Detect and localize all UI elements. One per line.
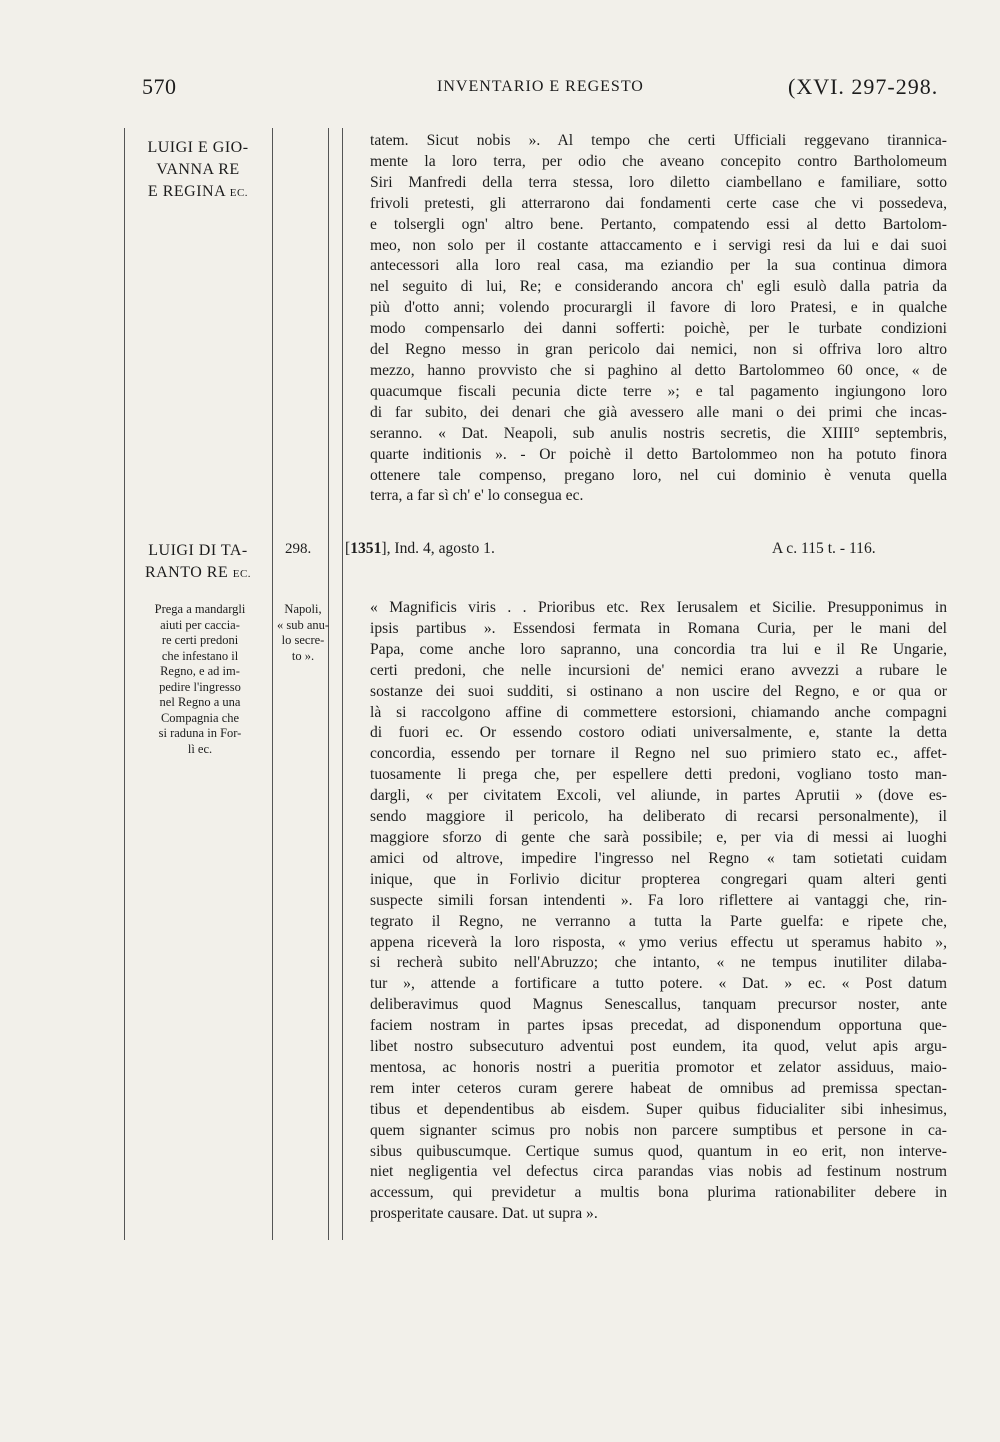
text-line: di fuori ec. Or essendo costoro odiati universalmente, e, stante la detta	[370, 724, 947, 742]
text-line: libet nostro subsecuturo adventui post eundem, ita quod, velut apis argu-	[370, 1038, 947, 1056]
year-bracket-open: [	[345, 540, 351, 557]
text-line: quacumque fiscali pecunia dicte terre »; e tal pagamento ingiungono loro	[370, 382, 947, 400]
text-line: quarte inditionis ». - Or poichè il detto Bartolommeo non ha potuto finora	[370, 445, 947, 463]
entry-date: , Ind. 4, agosto 1.	[386, 540, 495, 557]
text-line: terra, a far sì ch' e' lo consegua ec.	[370, 487, 584, 505]
summary-line: nel Regno a una	[159, 695, 241, 709]
page-number: 570	[142, 74, 177, 99]
text-line: e tolsergli ogn' altro bene. Pertanto, compatendo essi al detto Bartolom-	[370, 215, 947, 233]
page-reference: (XVI. 297-298.	[788, 74, 939, 99]
seal-line: to ».	[291, 648, 315, 663]
text-line: tatem. Sicut nobis ». Al tempo che certi Ufficiali reggevano tirannica-	[370, 132, 947, 149]
text-line: accessum, qui previdetur a multis bona plurima rationabiliter debere in	[370, 1184, 947, 1202]
text-line: amici od altrove, impedire l'ingresso nel Regno « tam sotietati cuidam	[370, 849, 947, 867]
text-line: mente la loro terra, per odio che aveano concepito contro Bartholomeum	[370, 152, 947, 170]
entry-seal-298	[275, 602, 331, 664]
text-line: più d'otto anni; volendo procurargli il favore di loro Pratesi, e in qualche	[370, 299, 947, 317]
text-line: nel seguito di lui, Re; e considerando ancora ch' egli esulò dalla patria da	[370, 278, 947, 296]
text-line: suspecte simili forsan intendenti ». Fa loro riflettere ai vantaggi che, rin-	[370, 891, 947, 909]
column-rule-text	[342, 128, 343, 1240]
text-line: Siri Manfredi della terra stessa, loro diletto ciambellano e familiare, sotto	[370, 173, 947, 191]
entry-year: 1351	[350, 540, 382, 557]
sender-heading-297	[128, 137, 268, 204]
sender-line	[128, 562, 268, 585]
text-line: di far subito, dei denari che già avessero alle mani o dei primi che incas-	[370, 403, 947, 421]
sender-heading-298	[128, 540, 268, 585]
text-line: là si raccolgono affine di commettere estorsioni, chiamando anche compagni	[370, 703, 947, 721]
text-line: meo, non solo per il costante attaccamento e i servigi resi da lui e dai suoi	[370, 236, 947, 254]
entry-text-298	[370, 598, 947, 1225]
text-line: tur », attende a fortificare a tutto potere. « Dat. » ec. « Post datum	[370, 975, 947, 993]
summary-line: aiuti per caccia-	[160, 617, 240, 632]
sender-line-small: EC.	[232, 568, 252, 580]
text-line: ipsis partibus ». Essendosi fermata in Romana Curia, per le mani del	[370, 619, 947, 637]
summary-line: Prega a mandargli	[154, 602, 246, 616]
text-line: inique, que in Forlivio dicitur propterea congregari quam alteri genti	[370, 870, 947, 888]
sender-line: VANNA RE	[156, 161, 240, 178]
text-line: rem inter ceteros curam gerere habeat de omnibus ad premissa spectan-	[370, 1079, 947, 1097]
text-line: mezzo, hanno provvisto che si paghino al detto Bartolommeo 60 once, « de	[370, 361, 947, 379]
sender-line: LUIGI E GIO-	[147, 139, 249, 156]
text-line: ottenere tale compenso, pregano loro, nel cui dominio è venuta quella	[370, 466, 947, 484]
text-line: Papa, come anche loro sapranno, una concordia tra lui e il Re Ungarie,	[370, 640, 947, 658]
summary-line: che infestano il	[161, 648, 239, 663]
sender-line-small: EC.	[229, 187, 249, 199]
text-line: frivoli pretesti, gli atterrarono dai fondamenti certe case che vi possedeva,	[370, 194, 947, 212]
text-line: sibus quibuscumque. Certique sumus quod, quantum in eo erit, non interve-	[370, 1142, 947, 1160]
column-rule-sender	[272, 128, 273, 1240]
seal-line: « sub anu-	[276, 617, 330, 632]
summary-line: lì ec.	[187, 741, 213, 756]
sender-line-main: RANTO RE	[144, 564, 233, 581]
entry-folio: A c. 115 t. - 116.	[772, 540, 876, 557]
page-title: INVENTARIO E REGESTO	[437, 78, 644, 95]
text-line: tegrato il Regno, ne verranno a tutta la Parte guelfa: e ripete che,	[370, 912, 947, 930]
text-line: deliberavimus quod Magnus Senescallus, tanquam precursor noster, ante	[370, 996, 947, 1014]
text-line: mentosa, ac honoris nostri a pueritia promotor et zelator assiduus, maio-	[370, 1058, 947, 1076]
sender-line	[128, 181, 268, 204]
text-line: faciem nostram in partes ipsas precedat, ad disponendum opportuna que-	[370, 1017, 947, 1035]
sender-line-main: E REGINA	[147, 183, 230, 200]
text-line: tuosamente li prega che, per espellere detti predoni, vogliano tosto man-	[370, 766, 947, 784]
text-line: antecessori alla loro real casa, ma eziandio per la sua continua dimora	[370, 257, 947, 275]
text-line: sostanze dei suoi sudditi, si ostinano a non uscire del Regno, e or qua or	[370, 682, 947, 700]
text-line: certi predoni, che nelle incursioni de' nemici erano avvezzi a rubare le	[370, 661, 947, 679]
summary-line: si raduna in For-	[158, 726, 242, 740]
entry-text-297	[370, 131, 947, 507]
text-line: concordia, essendo per tornare il Regno nel suo primiero stato ec., affet-	[370, 745, 947, 763]
entry-number-298: 298.	[285, 541, 312, 557]
summary-line: re certi predoni	[161, 633, 239, 647]
text-line: modo compensarlo dei danni sofferti: poichè, per le turbate condizioni	[370, 320, 947, 338]
text-line: si recherà subito nell'Abruzzo; che intanto, « ne tempus inutiliter dilaba-	[370, 954, 947, 972]
entry-summary-298	[130, 602, 270, 757]
summary-line: pedire l'ingresso	[159, 679, 241, 694]
text-line: niet negligentia vel defectus circa parandas vias nobis ad festinum nostrum	[370, 1163, 947, 1181]
text-line: del Regno messo in gran pericolo dai nemici, non si offriva loro altro	[370, 341, 947, 359]
text-line: quem signanter scimus pro nobis non parcere sumptibus et persone in ca-	[370, 1121, 947, 1139]
text-line: maggiore sforzo di gente che sarà possibile; e, per via di messi ai luoghi	[370, 828, 947, 846]
text-line: seranno. « Dat. Neapoli, sub anulis nostris secretis, die XIIII° septembris,	[370, 424, 947, 442]
sender-line: LUIGI DI TA-	[148, 542, 248, 559]
seal-line: lo secre-	[281, 633, 325, 647]
entry-head-298	[345, 540, 965, 558]
column-rule-number	[328, 128, 329, 1240]
text-line: sendo maggiore il pericolo, ha deliberato di recarsi personalmente), il	[370, 808, 947, 826]
seal-line: Napoli,	[284, 602, 322, 616]
summary-line: Compagnia che	[160, 710, 240, 725]
text-line: « Magnificis viris . . Prioribus etc. Rex Ierusalem et Sicilie. Presupponimus in	[370, 599, 947, 616]
text-line: prosperitate causare. Dat. ut supra ».	[370, 1205, 598, 1223]
column-rule-left	[124, 128, 125, 1240]
year-bracket-close: ]	[381, 540, 387, 557]
summary-line: Regno, e ad im-	[160, 664, 240, 678]
text-line: dargli, « per civitatem Excoli, vel aliunde, in partes Aprutii » (dove es-	[370, 787, 947, 805]
text-line: appena riceverà la loro risposta, « ymo verius effectu ut speramus habito »,	[370, 933, 947, 951]
text-line: tibus et dependentibus ab eisdem. Super quibus fiducialiter sibi inhesimus,	[370, 1100, 947, 1118]
